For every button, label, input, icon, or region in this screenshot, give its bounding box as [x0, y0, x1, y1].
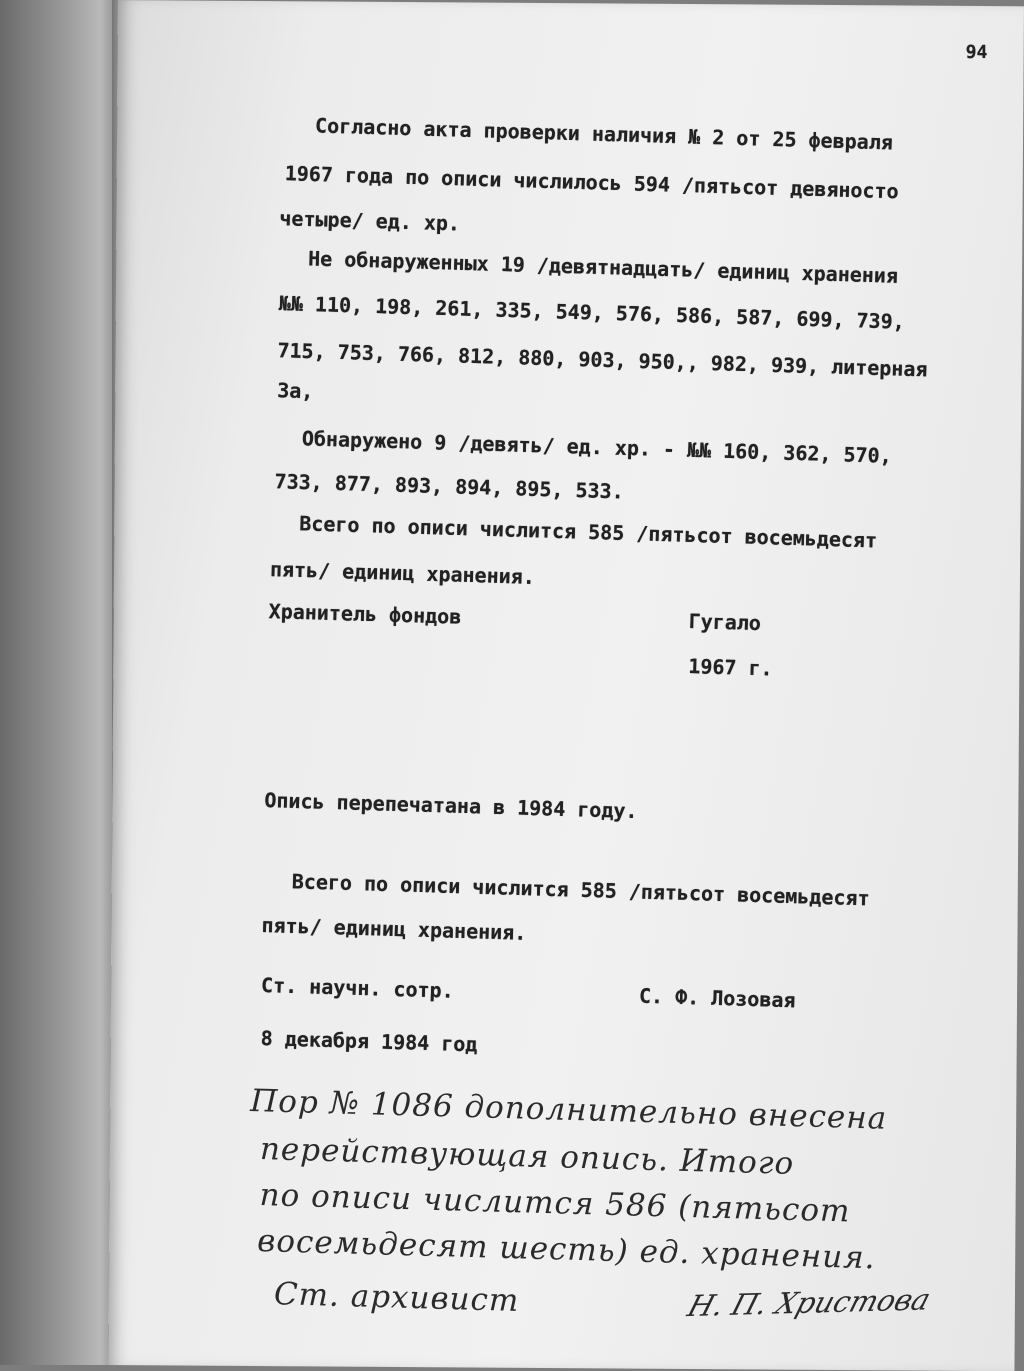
keeper-position: Хранитель фондов: [268, 599, 462, 629]
typed-line: пять/ единиц хранения.: [261, 913, 527, 945]
typed-line: 3а,: [276, 378, 314, 404]
typed-line: 733, 877, 893, 894, 895, 533.: [274, 469, 625, 504]
handwritten-line: Пор № 1086 дополнительно внесена: [249, 1082, 888, 1137]
typed-line: Всего по описи числится 585 /пятьсот восемьдесят: [298, 511, 878, 553]
typed-line: Обнаружено 9 /девять/ ед. хр. - №№ 160, 362, 570,: [301, 426, 893, 468]
document-page: [108, 0, 1024, 1371]
typed-line: Согласно акта проверки наличия № 2 от 25 февраля: [314, 113, 894, 155]
handwritten-line: восемьдесят шесть) ед. хранения.: [256, 1223, 877, 1277]
typed-line: Всего по описи числится 585 /пятьсот восемьдесят: [291, 869, 870, 911]
typed-line: четыре/ ед. хр.: [279, 206, 461, 236]
senior-name: С. Ф. Лозовая: [638, 983, 796, 1013]
typed-line: 715, 753, 766, 812, 880, 903, 950,, 982, 939, литерная: [277, 338, 928, 382]
keeper-name: Гугало: [688, 609, 762, 636]
page-number: 94: [965, 41, 988, 64]
handwritten-signature: Н. П. Христова: [683, 1282, 935, 1324]
typed-line: Не обнаруженных 19 /девятнадцать/ единиц хранения: [307, 246, 899, 288]
document-date: 8 декабря 1984 год: [260, 1026, 478, 1057]
handwritten-line: по описи числится 586 (пятьсот: [259, 1177, 851, 1230]
retyped-note: Опись перепечатана в 1984 году.: [264, 788, 638, 824]
adjacent-page-edge: [0, 0, 118, 1365]
typed-line: 1967 года по описи числилось 594 /пятьсот девяносто: [284, 161, 899, 204]
handwritten-line: перействующая опись. Итого: [259, 1131, 795, 1182]
typed-line: №№ 110, 198, 261, 335, 549, 576, 586, 587, 699, 739,: [278, 291, 906, 334]
keeper-year: 1967 г.: [688, 654, 773, 681]
senior-position: Ст. научн. сотр.: [260, 973, 455, 1003]
handwritten-position: Ст. архивист: [273, 1276, 520, 1319]
typed-line: пять/ единиц хранения.: [269, 557, 536, 589]
